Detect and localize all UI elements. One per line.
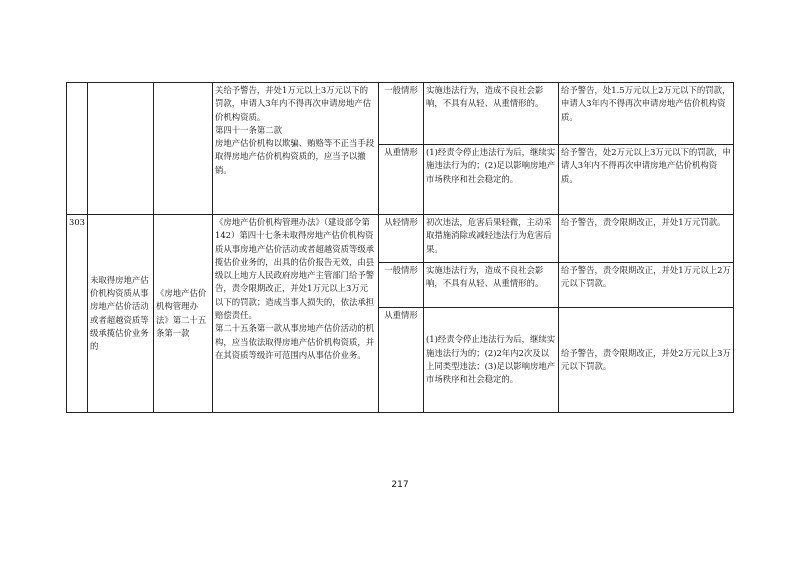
- row-number-cell: [67, 83, 88, 215]
- row-number-cell: 303: [67, 215, 88, 413]
- law-text-cell: 关给予警告，并处1万元以上3万元以下的罚款，申请人3年内不得再次申请房地产估价机构资质。 第四十一条第二款 房地产估价机构以欺骗、贿赂等不正当手段取得房地产估价机构资质的，应当予以撤销。: [213, 83, 379, 215]
- circumstance-cell: 初次违法，危害后果轻微，主动采取措施消除或减轻违法行为危害后果。: [424, 215, 559, 263]
- grade-level-cell: 一般情形: [379, 83, 424, 145]
- law-text-cell: 《房地产估价机构管理办法》（建设部令第142）第四十七条未取得房地产估价机构资质从事房地产估价活动或者超越资质等级承揽估价业务的，出具的估价报告无效，由县级以上地方人民政府房地产主管部门给予警告，责令限期改正，并处1万元以上3万元以下的罚款；造成当事人损失的，依法承担赔偿责任。 第二十五条第一款从事房地产估价活动的机构，应当依法取得房地产估价机构资质，并在其资质等级许可范围内从事估价业务。: [213, 215, 379, 413]
- legal-basis-cell: 《房地产估价机构管理办法》第二十五条第一款: [154, 215, 213, 413]
- grade-level-cell: 从轻情形: [379, 215, 424, 263]
- penalty-standard-cell: 给予警告，责令限期改正，并处1万元以上2万元以下罚款。: [559, 263, 734, 308]
- grade-level-cell: 一般情形: [379, 263, 424, 308]
- grade-level-cell: 从重情形: [379, 308, 424, 413]
- circumstance-cell: 实施违法行为，造成不良社会影响，不具有从轻、从重情形的。: [424, 83, 559, 145]
- circumstance-cell: (1)经责令停止违法行为后，继续实施违法行为的；(2)2年内2次及以上同类型违法；(3)足以影响房地产市场秩序和社会稳定的。: [424, 308, 559, 413]
- penalty-standard-cell: 给予警告，处2万元以上3万元以下的罚款，申请人3年内不得再次申请房地产估价机构资质。: [559, 145, 734, 215]
- page-number: 217: [391, 480, 409, 490]
- violation-matter-cell: [88, 83, 154, 215]
- penalty-standard-cell: 给予警告，责令限期改正，并处2万元以上3万元以下罚款。: [559, 308, 734, 413]
- legal-basis-cell: [154, 83, 213, 215]
- table-row: [67, 215, 734, 263]
- circumstance-cell: (1)经责令停止违法行为后，继续实施违法行为的；(2)足以影响房地产市场秩序和社会稳定的。: [424, 145, 559, 215]
- grade-level-cell: 从重情形: [379, 145, 424, 215]
- table-row: [67, 83, 734, 145]
- violation-matter-cell: 未取得房地产估价机构资质从事房地产估价活动或者超越资质等级承揽估价业务的: [88, 215, 154, 413]
- penalty-standard-cell: 给予警告，责令限期改正，并处1万元罚款。: [559, 215, 734, 263]
- penalty-standard-table: [66, 82, 734, 413]
- circumstance-cell: 实施违法行为，造成不良社会影响，不具有从轻、从重情形的。: [424, 263, 559, 308]
- penalty-standard-cell: 给予警告，处1.5万元以上2万元以下的罚款，申请人3年内不得再次申请房地产估价机构资质。: [559, 83, 734, 145]
